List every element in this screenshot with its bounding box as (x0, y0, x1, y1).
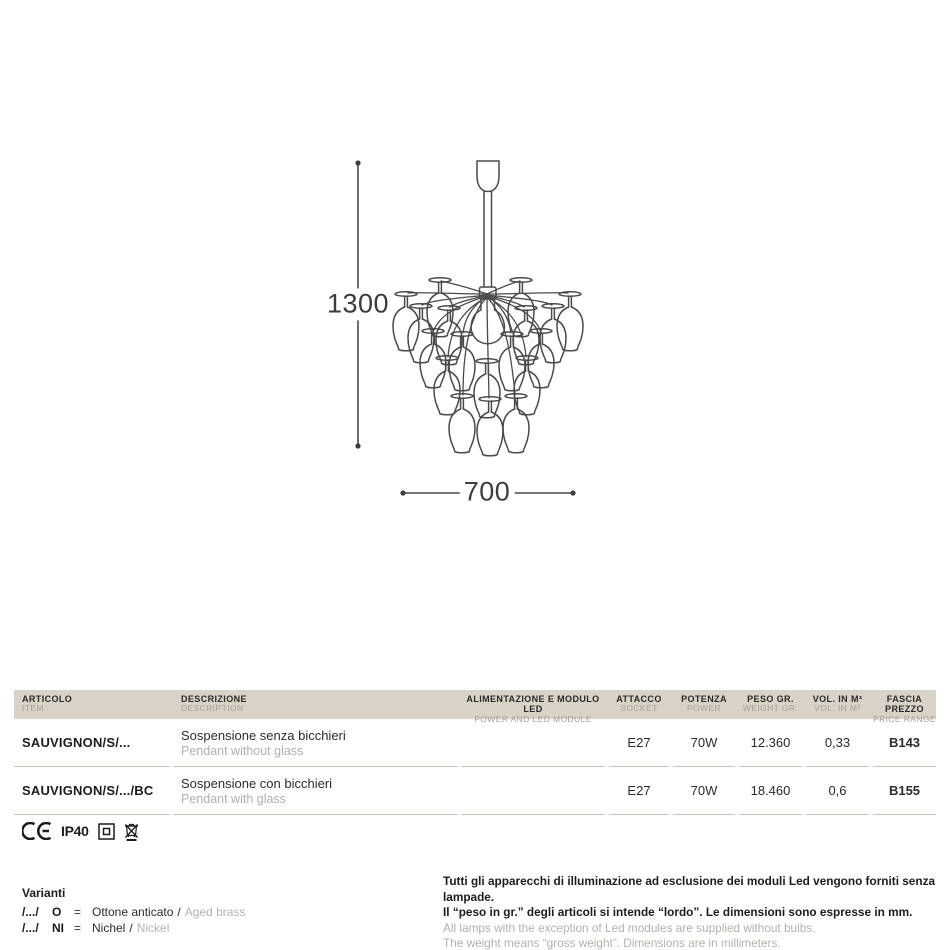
header-it: VOL. IN M³ (812, 694, 863, 704)
variant-suffix: O (52, 905, 62, 919)
cell-price-range: B155 (873, 767, 936, 815)
variants-block (22, 886, 245, 936)
footer-en-line1: All lamps with the exception of Led modules are supplied without bulbs. (443, 920, 816, 935)
header-en: PRICE RANGE (873, 713, 936, 724)
cell-price-range: B143 (873, 719, 936, 767)
spec-table (14, 690, 936, 815)
description-en: Pendant without glass (181, 743, 304, 758)
cell-description (173, 719, 457, 767)
table-row (14, 767, 936, 815)
header-it: POTENZA (681, 694, 727, 704)
ceiling-canopy (477, 161, 499, 192)
cell-power: 70W (673, 767, 735, 815)
variant-name-en: Aged brass (184, 905, 246, 919)
variant-suffix: NI (52, 921, 64, 935)
variant-item (22, 920, 245, 936)
variant-name-en: Nickel (136, 921, 170, 935)
header-it: ALIMENTAZIONE E MODULO LED (466, 694, 600, 715)
variant-separator: / (129, 921, 133, 935)
weee-crossed-bin-icon (124, 821, 139, 841)
variant-separator: / (177, 905, 181, 919)
header-it: PESO GR. (747, 694, 794, 704)
variant-name-it: Nichel (92, 921, 126, 935)
header-en: DESCRIPTION (181, 703, 244, 714)
footer-it-line2: Il “peso in gr.” degli articoli si intende “lordo”. Le dimensioni sono espresse in mm. (443, 905, 913, 919)
cell-volume: 0,33 (806, 719, 869, 767)
cell-socket: E27 (609, 719, 669, 767)
cell-led-module (461, 767, 605, 815)
cell-item (14, 767, 169, 815)
table-header-row (14, 690, 936, 724)
header-it: DESCRIZIONE (181, 694, 247, 704)
variant-code: /.../ (22, 905, 39, 919)
cell-weight: 12.360 (739, 719, 802, 767)
header-en: POWER (686, 703, 722, 714)
header-en: ITEM (22, 703, 44, 714)
class-ii-insulation-icon (98, 823, 115, 840)
cell-description (173, 767, 457, 815)
header-it: FASCIA PREZZO (885, 694, 924, 715)
cell-weight: 18.460 (739, 767, 802, 815)
header-en: VOL. IN M³ (814, 703, 861, 714)
header-en: SOCKET (620, 703, 658, 714)
cell-led-module (461, 719, 605, 767)
description-en: Pendant with glass (181, 791, 286, 806)
description-it: Sospensione con bicchieri (181, 775, 333, 791)
height-dimension-label: 1300 (323, 289, 393, 320)
header-en: POWER AND LED MODULE (474, 713, 592, 724)
certification-icons (22, 821, 139, 841)
wine-glasses (393, 278, 583, 456)
ce-mark-icon (22, 822, 52, 840)
cell-socket: E27 (609, 767, 669, 815)
header-it: ARTICOLO (22, 694, 73, 704)
cell-item (14, 719, 169, 767)
item-code: SAUVIGNON/S/... (22, 735, 131, 750)
width-dimension-label: 700 (460, 477, 515, 508)
variant-equals: = (74, 905, 82, 919)
variant-name-it: Ottone anticato (92, 905, 174, 919)
variants-title: Varianti (22, 886, 66, 900)
header-en: WEIGHT GR. (742, 703, 799, 714)
item-code: SAUVIGNON/S/.../BC (22, 783, 154, 798)
cell-volume: 0,6 (806, 767, 869, 815)
footer-en-line2: The weight means “gross weight”. Dimensions are in millimeters. (443, 936, 781, 950)
ip-rating-label: IP40 (61, 823, 89, 839)
variant-item (22, 904, 245, 920)
cell-power: 70W (673, 719, 735, 767)
variant-equals: = (74, 921, 82, 935)
footer-it-line1: Tutti gli apparecchi di illuminazione ad esclusione dei moduli Led vengono forniti senza lampade. (443, 874, 936, 904)
table-row (14, 719, 936, 767)
header-it: ATTACCO (616, 694, 662, 704)
variant-code: /.../ (22, 921, 39, 935)
pendant-rod (484, 192, 492, 288)
description-it: Sospensione senza bicchieri (181, 727, 346, 743)
footer-note (443, 874, 936, 950)
